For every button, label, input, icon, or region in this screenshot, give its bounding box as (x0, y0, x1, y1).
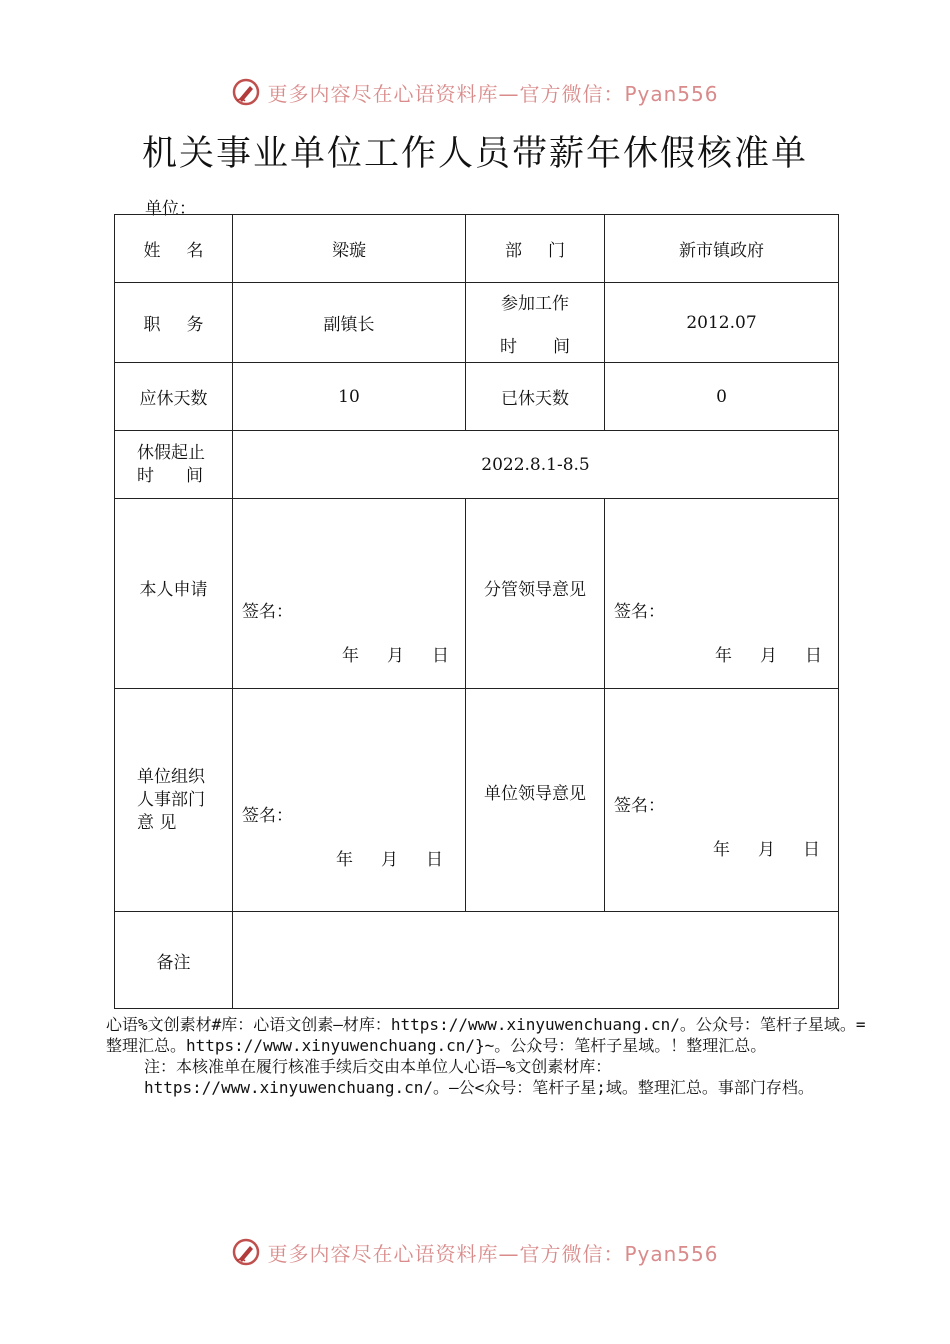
hr-signature-area[interactable] (233, 689, 466, 912)
unit-leader-signature-area[interactable] (605, 689, 839, 912)
position-label-char-2: 务 (186, 315, 204, 335)
self-apply-signature-area[interactable] (233, 499, 466, 689)
row-self-apply (115, 499, 839, 689)
unit-label: 单位： (145, 199, 196, 219)
row-remarks (115, 912, 839, 1009)
period-label-char-2: 间 (186, 465, 203, 486)
row-hr-opinion (115, 689, 839, 912)
leave-approval-form (114, 214, 839, 1009)
name-label-cell (115, 215, 233, 283)
self-apply-date (342, 641, 449, 666)
remarks-value[interactable] (233, 912, 839, 1009)
watermark-footer (0, 1232, 950, 1272)
work-start-value[interactable]: 2012.07 (605, 283, 839, 363)
hr-signature-label: 签名： (242, 806, 293, 826)
date-year: 年 (336, 850, 353, 870)
unit-leader-signature-label: 签名： (614, 796, 665, 816)
period-label-char-1: 时 (137, 465, 154, 486)
watermark-header (0, 72, 950, 112)
date-month: 月 (760, 646, 777, 666)
dept-label-char-2: 门 (548, 241, 565, 261)
dept-label-char-1: 部 (505, 241, 522, 261)
footer-notes (106, 1014, 866, 1098)
date-day: 日 (426, 850, 443, 870)
date-day: 日 (805, 646, 822, 666)
supervisor-opinion-label: 分管领导意见 (466, 499, 605, 689)
name-value[interactable]: 梁璇 (233, 215, 466, 283)
used-days-label: 已休天数 (466, 363, 605, 431)
remarks-label: 备注 (115, 912, 233, 1009)
date-month: 月 (381, 850, 398, 870)
self-apply-signature-label: 签名： (242, 602, 293, 622)
work-start-label-char-1: 时 (500, 336, 517, 357)
hr-opinion-label-cell (115, 689, 233, 912)
row-position (115, 283, 839, 363)
date-month: 月 (758, 840, 775, 860)
name-label-char-1: 姓 (143, 241, 161, 261)
supervisor-date (715, 641, 822, 666)
period-label-line1: 休假起止 (137, 442, 205, 463)
date-year: 年 (715, 646, 732, 666)
date-year: 年 (713, 840, 730, 860)
name-label-char-2: 名 (186, 241, 204, 261)
dept-value[interactable]: 新市镇政府 (605, 215, 839, 283)
hr-opinion-label-line3: 意 见 (137, 812, 177, 833)
unit-leader-date (713, 835, 820, 860)
pen-logo-icon (231, 1237, 261, 1267)
date-year: 年 (342, 646, 359, 666)
watermark-text: 更多内容尽在心语资料库—官方微信：Pyan556 (267, 81, 719, 106)
hr-opinion-label-line1: 单位组织 (137, 766, 205, 787)
period-label-cell (115, 431, 233, 499)
self-apply-label: 本人申请 (115, 499, 233, 689)
pen-logo-icon (231, 77, 261, 107)
row-period (115, 431, 839, 499)
entitled-days-value[interactable]: 10 (233, 363, 466, 431)
hr-opinion-label-line2: 人事部门 (137, 789, 205, 810)
supervisor-signature-label: 签名： (614, 602, 665, 622)
watermark-text: 更多内容尽在心语资料库—官方微信：Pyan556 (267, 1241, 719, 1266)
date-day: 日 (432, 646, 449, 666)
position-value[interactable]: 副镇长 (233, 283, 466, 363)
notes-line1: 心语%文创素材#库：心语文创素—材库：https://www.xinyuwenchuang.cn/。公众号：笔杆子星域。=整理汇总。https://www.xinyuwenchuang.cn/}~。公众号：笔杆子星域。！整理汇总。 (106, 1015, 866, 1055)
dept-label-cell (466, 215, 605, 283)
work-start-label-line1: 参加工作 (501, 293, 569, 314)
row-name (115, 215, 839, 283)
hr-date (336, 845, 443, 870)
entitled-days-label: 应休天数 (115, 363, 233, 431)
work-start-label-char-2: 间 (553, 336, 570, 357)
date-day: 日 (803, 840, 820, 860)
work-start-label-cell (466, 283, 605, 363)
unit-leader-opinion-label: 单位领导意见 (466, 689, 605, 912)
supervisor-signature-area[interactable] (605, 499, 839, 689)
period-value[interactable]: 2022.8.1-8.5 (233, 431, 839, 499)
row-days (115, 363, 839, 431)
position-label-char-1: 职 (143, 315, 161, 335)
document-title: 机关事业单位工作人员带薪年休假核准单 (141, 134, 808, 174)
used-days-value[interactable]: 0 (605, 363, 839, 431)
notes-line2: 注：本核准单在履行核准手续后交由本单位人心语—%文创素材库：https://www.xinyuwenchuang.cn/。—公<众号：笔杆子星;域。整理汇总。事部门存档。 (144, 1057, 814, 1097)
date-month: 月 (387, 646, 404, 666)
position-label-cell (115, 283, 233, 363)
